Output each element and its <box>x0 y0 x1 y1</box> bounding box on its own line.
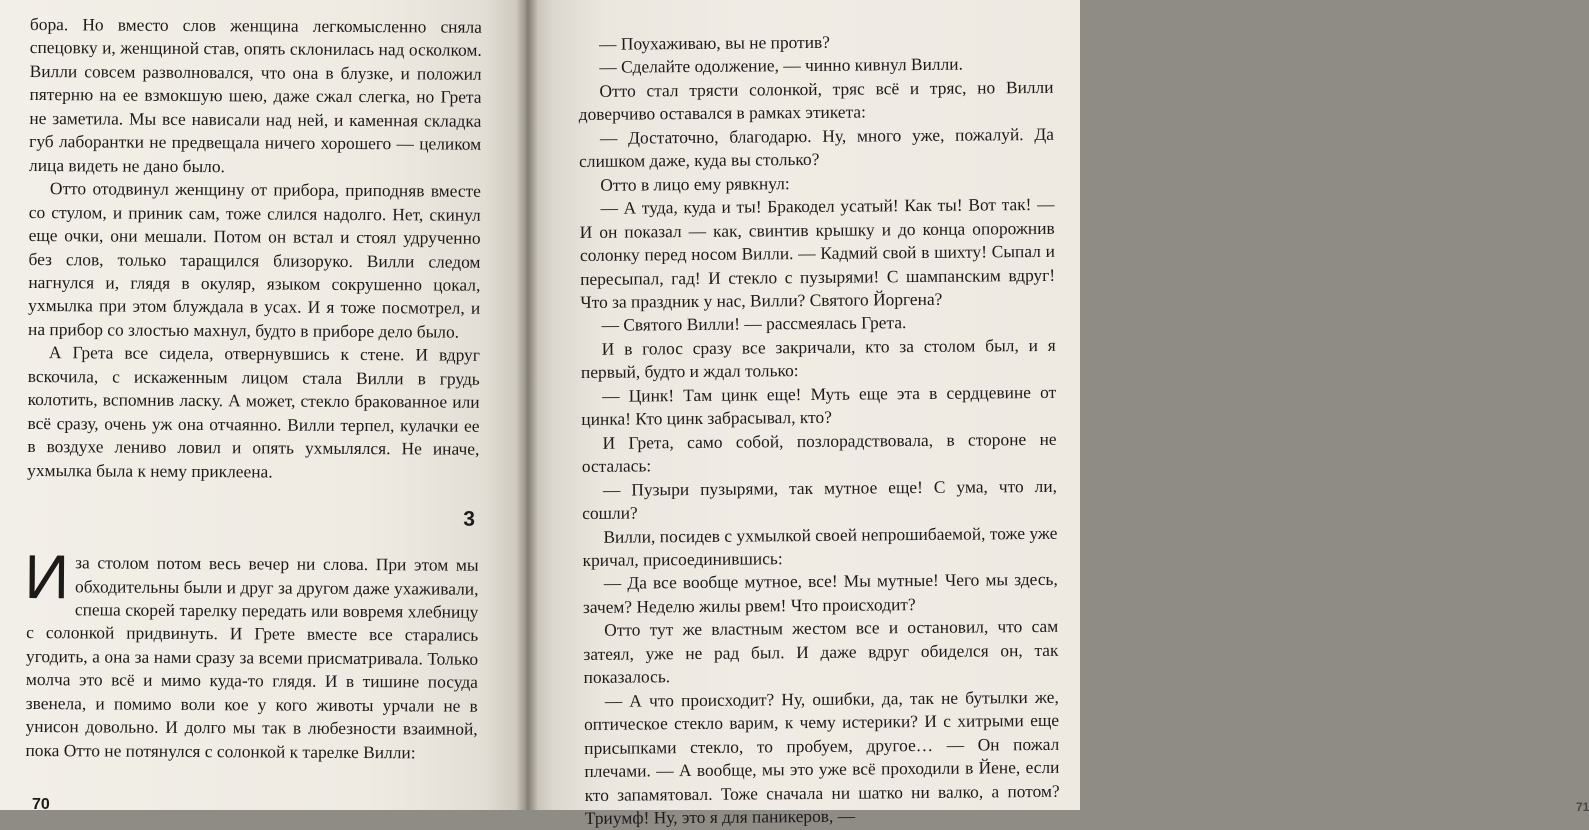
chapter-opening-text: за столом потом весь вечер ни слова. При этом мы обходительны были и друг за другом даже ухаживали, спеша скорей тарелку передать или вовремя хлебницу с солонкой придвинуть. И Грете вместе все старались угодить, а она за нами сразу за всеми присматривала. Только молча это всё и мимо куда-то глядя. И в тишине посуда звенела, и помимо воли кое у кого животы урчали не в унисон довольно. И долго мы так в любезности взаимной, пока Отто не потянулся с солонкой к тарелке Вилли: <box>25 552 479 763</box>
paragraph: Отто в лицо ему рявкнул: <box>600 172 790 195</box>
chapter-number: 3 <box>463 507 475 531</box>
chapter-opening-paragraph <box>24 543 479 765</box>
paragraph: Отто стал трясти солонкой, тряс всё и тряс, но Вилли доверчиво оставался в рамках этикета: <box>578 76 1054 125</box>
paragraph: — А что происходит? Ну, ошибки, да, так не бутылки же, оптическое стекло варим, к чему истерики? И с хитрыми еще присыпками стекло, то пробуем, другое… — Он пожал плечами. — А вообще, мы это уже всё проходили в Йене, если кто запамятовал. Тоже сначала ни шатко ни валко, а потом? Триумф! Ну, это я для паникеров, — <box>583 686 1060 828</box>
paragraph: — Достаточно, благодарю. Ну, много уже, пожалуй. Да слишком даже, куда вы столько? <box>579 123 1054 172</box>
paragraph: Вилли, посидев с ухмылкой своей непрошибаемой, тоже уже кричал, присоединившись: <box>582 522 1058 570</box>
paragraph: — Святого Вилли! — рассмеялась Грета. <box>601 312 907 336</box>
left-page-text <box>25 13 482 765</box>
page-number-left: 70 <box>32 796 50 813</box>
paragraph: Отто отодвинул женщину от прибора, приподняв вместе со стулом, и приник сам, тоже слился надолго. Нет, скинул еще очки, они мешали. Потом он встал и стоял удрученно без слов, только таращился близоруко. Вилли следом нагнулся и, глядя в окуляр, языком сокрушенно цокал, ухмылка при этом блуждала в усах. И я тоже посмотрел, и на прибор со злостью махнул, будто в приборе дело было. <box>28 178 481 342</box>
paragraph: — Поухаживаю, вы не против? <box>599 31 831 54</box>
paragraph: — Да все вообще мутное, все! Мы мутные! Чего мы здесь, зачем? Неделю жилы рвем! Что происходит? <box>582 569 1058 617</box>
paragraph: И в голос сразу все закричали, кто за столом был, и я первый, будто и ждал только: <box>580 334 1056 383</box>
paragraph: И Грета, само собой, позлорадствовала, в стороне не осталась: <box>581 428 1057 477</box>
paragraph: — А туда, куда и ты! Бракодел усатый! Как ты! Вот так! — И он показал — как, свинтив крышку и до конца опорожнив солонку перед носом Вилли. — Кадмий свой в шихту! Сыпал и пересыпал, гад! И стекло с пузырями! С шампанским вдруг! Что за праздник у нас, Вилли? Святого Йоргена? <box>579 194 1056 312</box>
paragraph: — Пузыри пузырями, так мутное еще! С ума, что ли, сошли? <box>582 475 1058 524</box>
paragraph: бора. Но вместо слов женщина легкомысленно сняла спецовку и, женщиной став, опять склонилась над осколком. Вилли совсем разволновался, что она в блузке, и положил пятерню на ее взмокшую шею, даже сжал слегка, но Грета не заметила. Мы все нависали над ней, и каменная складка губ лаборантки не предвещала ничего хорошего — целиком лица видеть не дано было. <box>29 13 482 176</box>
paragraph: — Цинк! Там цинк еще! Муть еще эта в сердцевине от цинка! Кто цинк забрасывал, кто? <box>581 381 1057 430</box>
page-number-right: 71 <box>1576 800 1589 814</box>
paragraph: А Грета все сидела, отвернувшись к стене. И вдруг вскочила, с искаженным лицом стала Вилли в грудь колотить, вспомнив ласку. А может, стекло бракованное или всё сразу, очень уж она отчаянно. Вилли терпел, кулачки ее в воздухе лениво ловил и опять ухмылялся. Не иначе, ухмылка была к нему приклеена. <box>27 342 480 482</box>
drop-cap: И <box>24 543 70 613</box>
paragraph: Отто тут же властным жестом все и остановил, что сам затеял, уже не рад был. И даже вдруг обиделся он, так показалось. <box>583 616 1059 688</box>
left-page <box>0 0 526 813</box>
right-page <box>526 0 1589 828</box>
paragraph: — Сделайте одолжение, — чинно кивнул Вилли. <box>599 54 963 78</box>
book-gutter-shadow <box>516 0 538 810</box>
right-page-text <box>578 29 1060 830</box>
